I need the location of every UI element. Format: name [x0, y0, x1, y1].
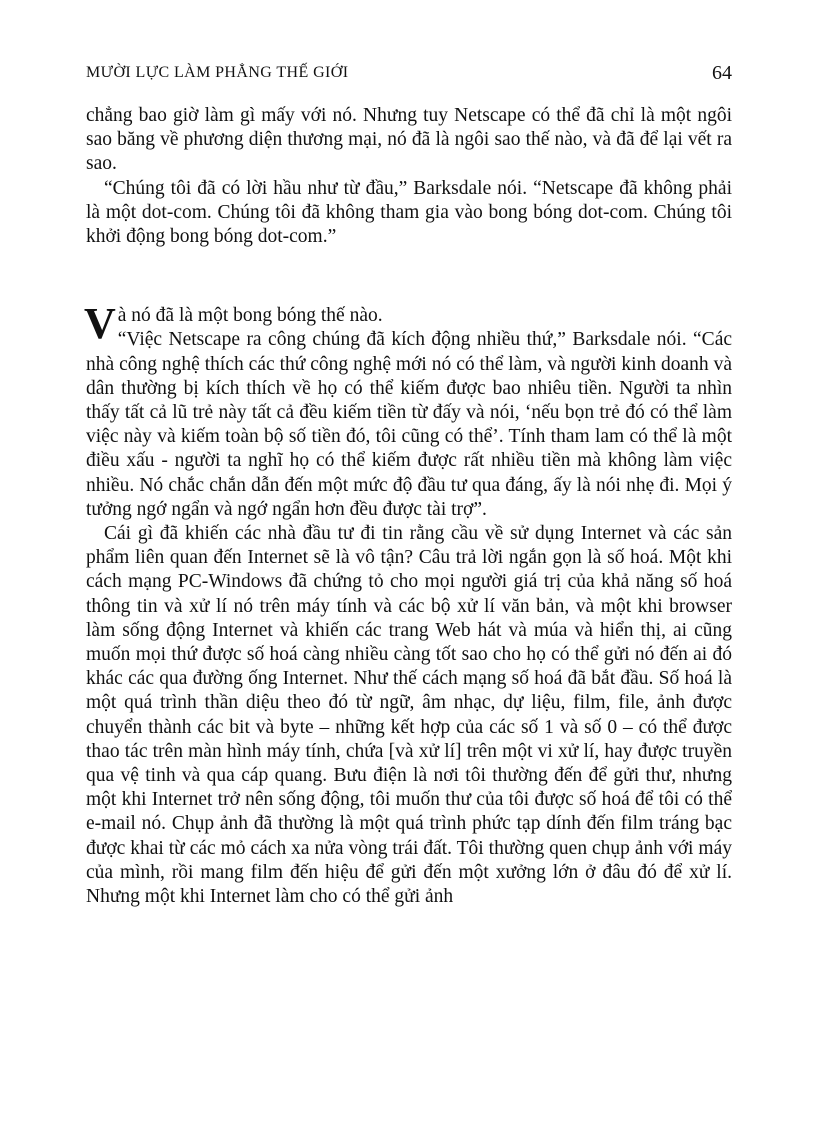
page-header	[86, 64, 732, 88]
body-text	[86, 104, 732, 909]
running-head: MƯỜI LỰC LÀM PHẲNG THẾ GIỚI	[86, 64, 349, 81]
page-number: 64	[712, 62, 732, 84]
paragraph-1: chẳng bao giờ làm gì mấy với nó. Nhưng tuy Netscape có thể đã chỉ là một ngôi sao băng về phương diện thương mại, nó đã là ngôi sao thế nào, và đã để lại vết ra sao.	[86, 105, 732, 175]
paragraph-3: “Việc Netscape ra công chúng đã kích động nhiều thứ,” Barksdale nói. “Các nhà công nghệ thích các thứ công nghệ mới nó có thể làm, và người kinh doanh và dân thường bị kích thích về họ có thể kiếm được bao nhiêu tiền. Người ta nhìn thấy tất cả lũ trẻ này tất cả đều kiếm tiền từ đấy và nói, ‘nếu bọn trẻ đó có thể làm việc này và kiếm toàn bộ số tiền đó, tôi cũng có thể’. Tính tham lam có thể là một điều xấu - người ta nghĩ họ có thể kiếm được rất nhiều tiền mà không làm việc nhiều. Nó chắc chắn dẫn đến một mức độ đầu tư qua đáng, ấy là nói nhẹ đi. Mọi ý tưởng ngớ ngẩn và ngớ ngẩn hơn đều được tài trợ”.	[86, 329, 732, 520]
paragraph-4: Cái gì đã khiến các nhà đầu tư đi tin rằng cầu về sử dụng Internet và các sản phẩm liên quan đến Internet sẽ là vô tận? Câu trả lời ngắn gọn là số hoá. Một khi cách mạng PC-Windows đã chứng tỏ cho mọi người giá trị của khả năng số hoá thông tin và xử lí nó trên máy tính và các bộ xử lí văn bản, và một khi browser làm sống động Internet và khiến các trang Web hát và múa và hiển thị, ai cũng muốn mọi thứ được số hoá càng nhiều càng tốt sao cho họ có thể gửi nó đến ai đó khác các qua đường ống Internet. Như thế cách mạng số hoá đã bắt đầu. Số hoá là một quá trình thần diệu theo đó từ ngữ, âm nhạc, dự liệu, film, file, ảnh được chuyển thành các bit và byte – những kết hợp của các số 1 và số 0 – có thể được thao tác trên màn hình máy tính, chứa [và xử lí] trên một vi xử lí, hay được truyền qua vệ tinh và qua cáp quang. Bưu điện là nơi tôi thường đến để gửi thư, nhưng một khi Internet trở nên sống động, tôi muốn thư của tôi được số hoá để tôi có thể e-mail nó. Chụp ảnh đã thường là một quá trình phức tạp dính đến film tráng bạc được khai từ các mỏ cách xa nửa vòng trái đất. Tôi thường quen chụp ảnh với máy của mình, rồi mang film đến hiệu để gửi đến một xưởng lớn ở đâu đó để xử lí. Nhưng một khi Internet làm cho có thể gửi ảnh	[86, 523, 732, 908]
section-start	[84, 299, 732, 522]
paragraph-3-first-line: à nó đã là một bong bóng thế nào.	[117, 305, 383, 327]
drop-cap: V	[84, 299, 116, 349]
paragraph-2: “Chúng tôi đã có lời hầu như từ đầu,” Barksdale nói. “Netscape đã không phải là một dot-com. Chúng tôi đã không tham gia vào bong bóng dot-com. Chúng tôi khởi động bong bóng dot-com.”	[86, 177, 732, 248]
